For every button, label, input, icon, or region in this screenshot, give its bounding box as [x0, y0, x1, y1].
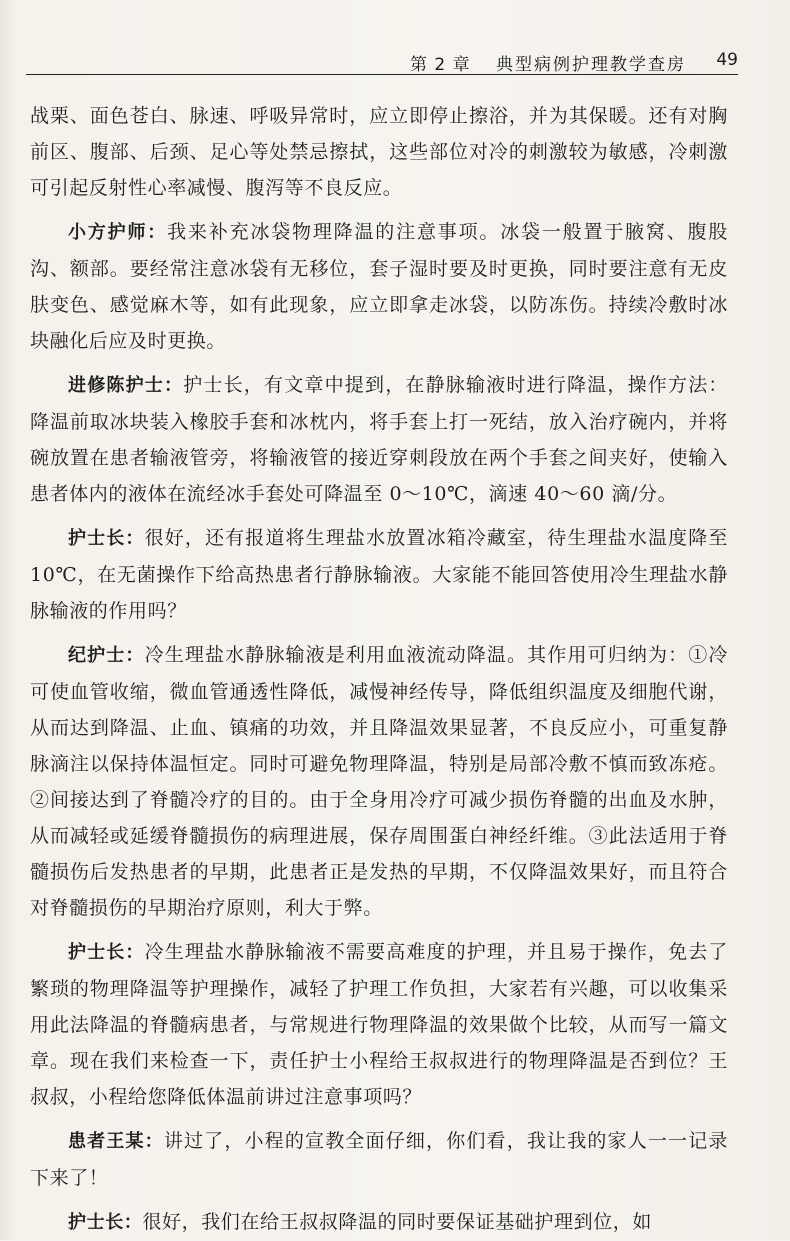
paragraph-text: 冷生理盐水静脉输液不需要高难度的护理，并且易于操作，免去了繁琐的物理降温等护理操作，减轻了护理工作负担，大家若有兴趣，可以收集采用此法降温的脊髓病患者，与常规进行物理降温的效果做个比较，从而写一篇文章。现在我们来检查一下，责任护士小程给王叔叔进行的物理降温是否到位？王叔叔，小程给您降低体温前讲过注意事项吗？ [30, 941, 729, 1108]
running-header [26, 44, 738, 75]
paragraph-text: 很好，我们在给王叔叔降温的同时要保证基础护理到位，如 [142, 1211, 653, 1233]
page-number: 49 [716, 50, 738, 70]
chapter-label: 第 2 章 [410, 55, 471, 75]
speaker-label: 进修陈护士： [68, 375, 184, 396]
speaker-label: 护士长： [68, 528, 145, 549]
chapter-title: 典型病例护理教学查房 [496, 55, 686, 75]
dialogue-paragraph [30, 637, 728, 926]
speaker-label: 小方护师： [68, 222, 168, 243]
dialogue-paragraph [30, 214, 728, 359]
paragraph-text: 很好，还有报道将生理盐水放置冰箱冷藏室，待生理盐水温度降至 10℃，在无菌操作下给高热患者行静脉输液。大家能不能回答使用冷生理盐水静脉输液的作用吗？ [30, 527, 729, 622]
speaker-label: 患者王某： [68, 1131, 164, 1152]
paragraph-text: 战栗、面色苍白、脉速、呼吸异常时，应立即停止擦浴，并为其保暖。还有对胸前区、腹部、后颈、足心等处禁忌擦拭，这些部位对冷的刺激较为敏感，冷刺激可引起反射性心率减慢、腹泻等不良反应。 [30, 105, 728, 199]
dialogue-paragraph [30, 1123, 728, 1196]
speaker-label: 护士长： [68, 942, 145, 963]
dialogue-paragraph [30, 520, 728, 629]
paragraph-text: 讲过了，小程的宣教全面仔细，你们看，我让我的家人一一记录下来了！ [30, 1130, 728, 1189]
paragraph-text: 冷生理盐水静脉输液是利用血液流动降温。其作用可归纳为：①冷可使血管收缩，微血管通透性降低，减慢神经传导，降低组织温度及细胞代谢，从而达到降温、止血、镇痛的功效，并且降温效果显著，不良反应小，可重复静脉滴注以保持体温恒定。同时可避免物理降温，特别是局部冷敷不慎而致冻疮。②间接达到了脊髓冷疗的目的。由于全身用冷疗可减少损伤脊髓的出血及水肿，从而减轻或延缓脊髓损伤的病理进展，保存周围蛋白神经纤维。③此法适用于脊髓损伤后发热患者的早期，此患者正是发热的早期，不仅降温效果好，而且符合对脊髓损伤的早期治疗原则，利大于弊。 [30, 644, 729, 919]
paragraph-text: 我来补充冰袋物理降温的注意事项。冰袋一般置于腋窝、腹股沟、额部。要经常注意冰袋有无移位，套子湿时要及时更换，同时要注意有无皮肤变色、感觉麻木等，如有此现象，应立即拿走冰袋，以防冻伤。持续冷敷时冰块融化后应及时更换。 [30, 221, 729, 352]
dialogue-paragraph [30, 1204, 728, 1241]
body-text [30, 98, 728, 1241]
speaker-label: 纪护士： [68, 645, 145, 666]
paragraph-text: 护士长，有文章中提到，在静脉输液时进行降温，操作方法：降温前取冰块装入橡胶手套和冰枕内，将手套上打一死结，放入治疗碗内，并将碗放置在患者输液管旁，将输液管的接近穿刺段放在两个手套之间夹好，使输入患者体内的液体在流经冰手套处可降温至 0～10℃，滴速 40～60 滴/分。 [30, 374, 728, 505]
paragraph-continuation [30, 98, 728, 206]
speaker-label: 护士长： [68, 1212, 143, 1233]
dialogue-paragraph [30, 934, 728, 1115]
dialogue-paragraph [30, 367, 728, 512]
